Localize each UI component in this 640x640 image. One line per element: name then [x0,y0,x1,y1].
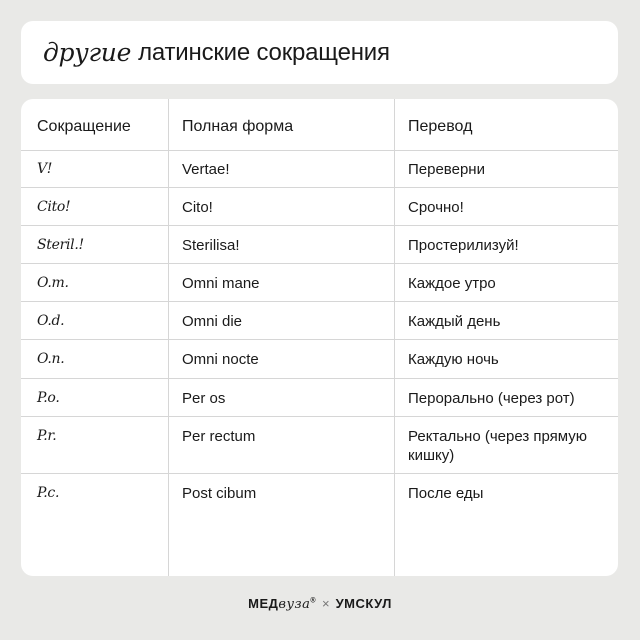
full-form-cell: Sterilisa! [182,237,240,254]
abbreviation-cell: Cito! [37,199,71,215]
translation-cell: Каждую ночь [408,351,499,368]
column-divider [394,99,395,576]
title-card [21,21,618,84]
translation-cell: Простерилизуй! [408,237,519,254]
abbreviation-cell: P.c. [37,485,60,501]
row-divider [21,225,618,226]
translation-cell: Перорально (через рот) [408,390,575,407]
row-divider [21,378,618,379]
title-italic: другие [43,38,132,67]
translation-cell: Ректально (через прямую кишку) [408,428,588,464]
abbreviation-cell: O.d. [37,313,65,329]
row-divider [21,263,618,264]
full-form-cell: Cito! [182,199,213,216]
header-full-form: Полная форма [182,118,294,135]
abbreviation-cell: P.r. [37,428,57,444]
times-separator: × [322,596,330,611]
translation-cell: После еды [408,485,484,502]
abbreviation-cell: V! [37,161,53,177]
full-form-cell: Per os [182,390,226,407]
translation-cell: Каждый день [408,313,501,330]
full-form-cell: Per rectum [182,428,256,445]
row-divider [21,150,618,151]
medvuza-logo-part1: МЕД [248,596,279,611]
column-divider [168,99,169,576]
umskul-logo: УМСКУЛ [335,596,392,611]
abbreviation-cell: P.o. [37,390,60,406]
row-divider [21,339,618,340]
translation-cell: Каждое утро [408,275,496,292]
medvuza-logo [248,596,316,611]
row-divider [21,473,618,474]
row-divider [21,301,618,302]
footer-brands [0,596,640,612]
registered-mark: ® [310,597,316,605]
abbreviations-table [21,99,618,576]
full-form-cell: Post cibum [182,485,257,502]
full-form-cell: Omni mane [182,275,260,292]
abbreviation-cell: O.m. [37,275,69,291]
medvuza-logo-part2: вуза [278,597,311,612]
title-regular: латинские сокращения [138,38,390,66]
abbreviation-cell: O.n. [37,351,65,367]
full-form-cell: Vertae! [182,161,230,178]
translation-cell: Срочно! [408,199,464,216]
row-divider [21,187,618,188]
header-translation: Перевод [408,118,473,135]
full-form-cell: Omni nocte [182,351,259,368]
header-abbreviation: Сокращение [37,118,131,135]
translation-cell: Переверни [408,161,485,178]
full-form-cell: Omni die [182,313,243,330]
abbreviation-cell: Steril.! [37,237,84,253]
row-divider [21,416,618,417]
